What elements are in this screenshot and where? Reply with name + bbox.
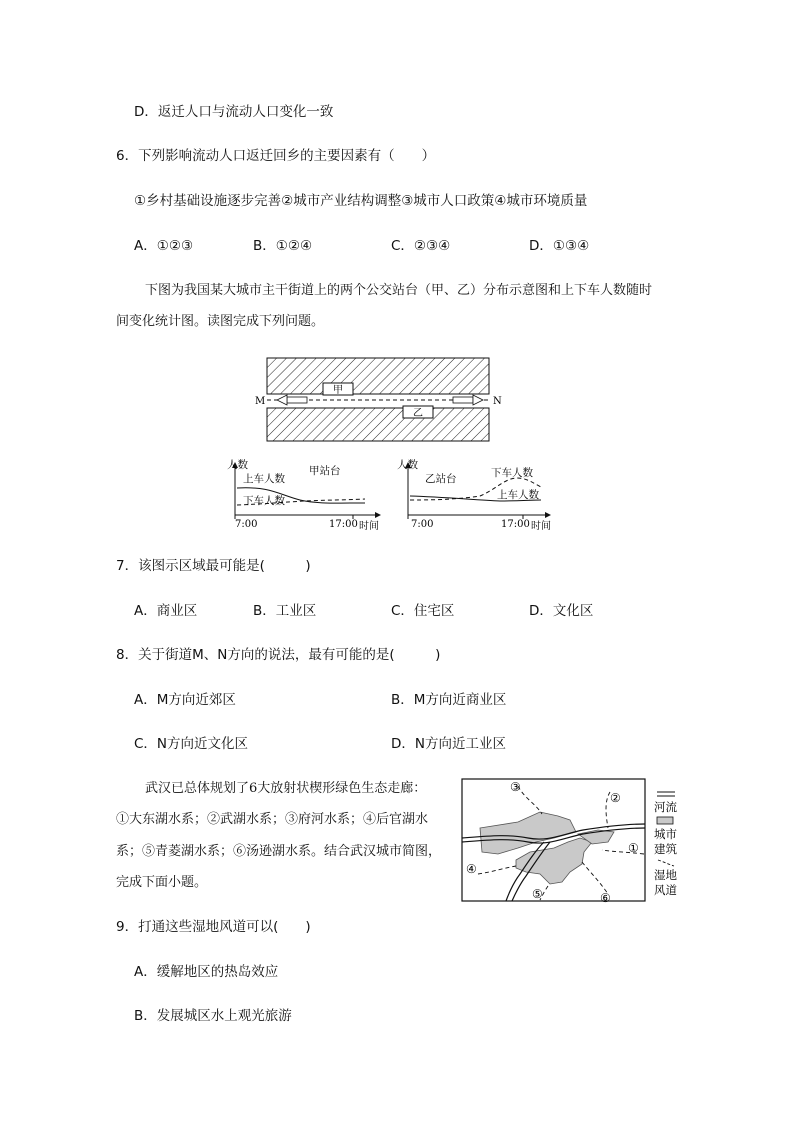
q7-option-d: D．文化区 bbox=[529, 603, 594, 619]
legend-wetland-label-1: 湿地 bbox=[654, 868, 677, 882]
q6-items: ①乡村基础设施逐步完善②城市产业结构调整③城市人口政策④城市环境质量 bbox=[134, 193, 588, 209]
chart-right-ylabel: 人数 bbox=[397, 459, 418, 471]
q6-option-a: A．①②③ bbox=[134, 238, 194, 254]
street-block-south bbox=[267, 408, 489, 441]
street-figure bbox=[225, 350, 565, 535]
q7-option-a: A．商业区 bbox=[134, 603, 198, 619]
q8-option-b: B．M方向近商业区 bbox=[391, 692, 507, 708]
chart-left-xlabel: 时间 bbox=[359, 521, 379, 532]
q7-option-b: B．工业区 bbox=[253, 603, 317, 619]
map-marker-1: ① bbox=[628, 841, 639, 855]
chart-right-title: 乙站台 bbox=[425, 473, 457, 485]
map-legend bbox=[654, 792, 677, 897]
q7-option-c: C．住宅区 bbox=[391, 603, 455, 619]
arrow-to-m bbox=[277, 395, 307, 405]
intro2-line1: 武汉已总体规划了6大放射状楔形绿色生态走廊： bbox=[145, 781, 427, 796]
q7-stem: 7．该图示区域最可能是( ) bbox=[116, 558, 311, 574]
q5-option-d: D．返迁人口与流动人口变化一致 bbox=[134, 104, 334, 120]
map-marker-2: ② bbox=[610, 791, 621, 805]
q8-option-c: C．N方向近文化区 bbox=[134, 736, 249, 752]
intro1-line2: 间变化统计图。读图完成下列问题。 bbox=[116, 314, 325, 329]
intro2-line2: ①大东湖水系；②武湖水系；③府河水系；④后官湖水 bbox=[116, 812, 429, 827]
q6-option-b: B．①②④ bbox=[253, 238, 313, 254]
intro2-line4: 完成下面小题。 bbox=[116, 875, 208, 890]
chart-left-ylabel: 人数 bbox=[227, 459, 248, 471]
q6-option-d: D．①③④ bbox=[529, 238, 590, 254]
chart-right-tick-end: 17:00 bbox=[501, 519, 530, 530]
legend-river-label: 河流 bbox=[654, 800, 677, 814]
map-marker-6: ⑥ bbox=[600, 891, 611, 905]
q8-option-d: D．N方向近工业区 bbox=[391, 736, 506, 752]
chart-right-xlabel: 时间 bbox=[531, 521, 551, 532]
wuhan-map bbox=[458, 776, 683, 906]
legend-city-label-1: 城市 bbox=[654, 827, 677, 841]
chart-right-series-down-label: 下车人数 bbox=[491, 467, 533, 479]
legend-city-label-2: 建筑 bbox=[654, 842, 677, 856]
intro2-line3: 系；⑤青菱湖水系；⑥汤逊湖水系。结合武汉城市简图， bbox=[116, 844, 442, 859]
legend-wetland-symbol bbox=[658, 860, 674, 866]
map-marker-5: ⑤ bbox=[532, 887, 543, 901]
q9-option-b: B．发展城区水上观光旅游 bbox=[134, 1008, 292, 1024]
chart-left bbox=[227, 458, 381, 532]
stop-jia-label: 甲 bbox=[333, 385, 343, 396]
q6-option-c: C．②③④ bbox=[391, 238, 451, 254]
street-block-north bbox=[267, 358, 489, 394]
legend-wetland-label-2: 风道 bbox=[654, 883, 677, 897]
map-marker-4: ④ bbox=[466, 862, 477, 876]
chart-left-title: 甲站台 bbox=[309, 465, 341, 477]
chart-left-tick-start: 7:00 bbox=[235, 519, 258, 530]
end-m-label: M bbox=[255, 396, 266, 407]
end-n-label: N bbox=[493, 396, 502, 407]
arrow-to-n bbox=[453, 395, 483, 405]
q8-stem: 8．关于街道M、N方向的说法，最有可能的是( ) bbox=[116, 647, 441, 663]
chart-right bbox=[397, 458, 551, 532]
chart-left-series-down-label: 下车人数 bbox=[243, 495, 285, 507]
map-marker-3: ③ bbox=[510, 780, 521, 794]
legend-city-symbol bbox=[657, 817, 673, 824]
stop-yi-label: 乙 bbox=[413, 408, 423, 419]
chart-right-tick-start: 7:00 bbox=[411, 519, 434, 530]
chart-left-tick-end: 17:00 bbox=[329, 519, 358, 530]
q8-option-a: A．M方向近郊区 bbox=[134, 692, 236, 708]
chart-left-series-up-label: 上车人数 bbox=[243, 473, 285, 485]
q6-stem: 6．下列影响流动人口返迁回乡的主要因素有（ ） bbox=[116, 148, 436, 164]
chart-right-series-up-label: 上车人数 bbox=[497, 489, 539, 501]
q9-option-a: A．缓解地区的热岛效应 bbox=[134, 964, 279, 980]
q9-stem: 9．打通这些湿地风道可以( ) bbox=[116, 919, 311, 935]
intro1-line1: 下图为我国某大城市主干街道上的两个公交站台（甲、乙）分布示意图和上下车人数随时 bbox=[145, 283, 653, 298]
